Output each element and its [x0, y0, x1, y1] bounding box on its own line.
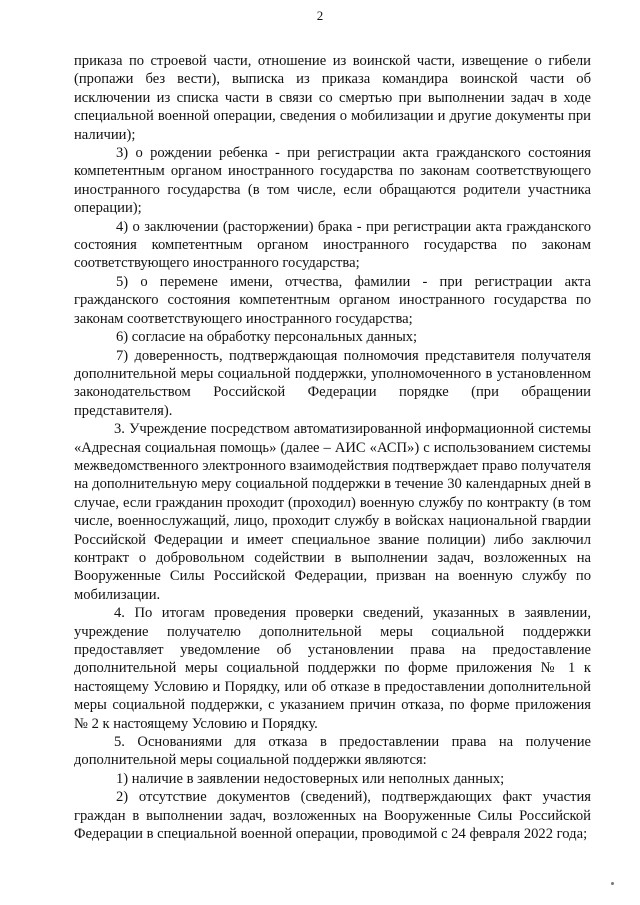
- document-body: [74, 52, 591, 843]
- page-number: 2: [316, 8, 324, 23]
- clause-3: 3. Учреждение посредством автоматизированной информационной системы «Адресная социальная помощь» (далее – АИС «АСП») с использованием системы межведомственного электронного взаимодействия подтверждает право получателя на дополнительную меру социальной поддержки в течение 30 календарных дней в случае, если гражданин проходит (проходил) военную службу по контракту (в том числе, военнослужащий, лицо, проходит службу в войсках национальной гвардии Российской Федерации и имеет специальное звание полиции) либо заключил контракт о добровольном содействии в выполнении задач, возложенных на Вооруженные Силы Российской Федерации, призван на военную службу по мобилизации.: [74, 421, 591, 603]
- clause-4: 4. По итогам проведения проверки сведений, указанных в заявлении, учреждение получателю дополнительной меры социальной поддержки предоставляет уведомление об установлении права на предоставление дополнительной меры социальной поддержки по форме приложения № 1 к настоящему Условию и Порядку, или об отказе в предоставлении дополнительной меры социальной поддержки, с указанием причин отказа, по форме приложения № 2 к настоящему Условию и Порядку.: [74, 605, 591, 732]
- clause-5: 5. Основаниями для отказа в предоставлении права на получение дополнительной меры социальной поддержки являются:: [74, 734, 591, 769]
- scan-dot: [611, 882, 614, 885]
- list-item-7-power-of-attorney: 7) доверенность, подтверждающая полномочия представителя получателя дополнительной меры социальной поддержки, уполномоченного в установленном законодательством Российской Федерации порядке (при обращении представителя).: [74, 347, 591, 419]
- paragraph-continuation: приказа по строевой части, отношение из воинской части, извещение о гибели (пропажи без вести), выписка из приказа командира воинской части об исключении из списка части в связи со смертью при выполнении задач в ходе специальной военной операции, сведения о мобилизации и другие документы при наличии);: [74, 53, 591, 143]
- refusal-ground-2: 2) отсутствие документов (сведений), подтверждающих факт участия граждан в выполнении задач, возложенных на Вооруженные Силы Российской Федерации в специальной военной операции, проводимой с 24 февраля 2022 года;: [74, 789, 591, 843]
- list-item-6-consent: 6) согласие на обработку персональных данных;: [116, 329, 418, 346]
- list-item-3-birth: 3) о рождении ребенка - при регистрации акта гражданского состояния компетентным органом иностранного государства по законам соответствующего иностранного государства (в том числе, если обращаются родители участника операции);: [74, 145, 591, 217]
- refusal-ground-1: 1) наличие в заявлении недостоверных или неполных данных;: [116, 770, 505, 787]
- list-item-4-marriage: 4) о заключении (расторжении) брака - при регистрации акта гражданского состояния компетентным органом иностранного государства по законам соответствующего иностранного государства;: [74, 218, 591, 272]
- list-item-5-name-change: 5) о перемене имени, отчества, фамилии - при регистрации акта гражданского состояния компетентным органом иностранного государства по законам соответствующего иностранного государства;: [74, 273, 591, 327]
